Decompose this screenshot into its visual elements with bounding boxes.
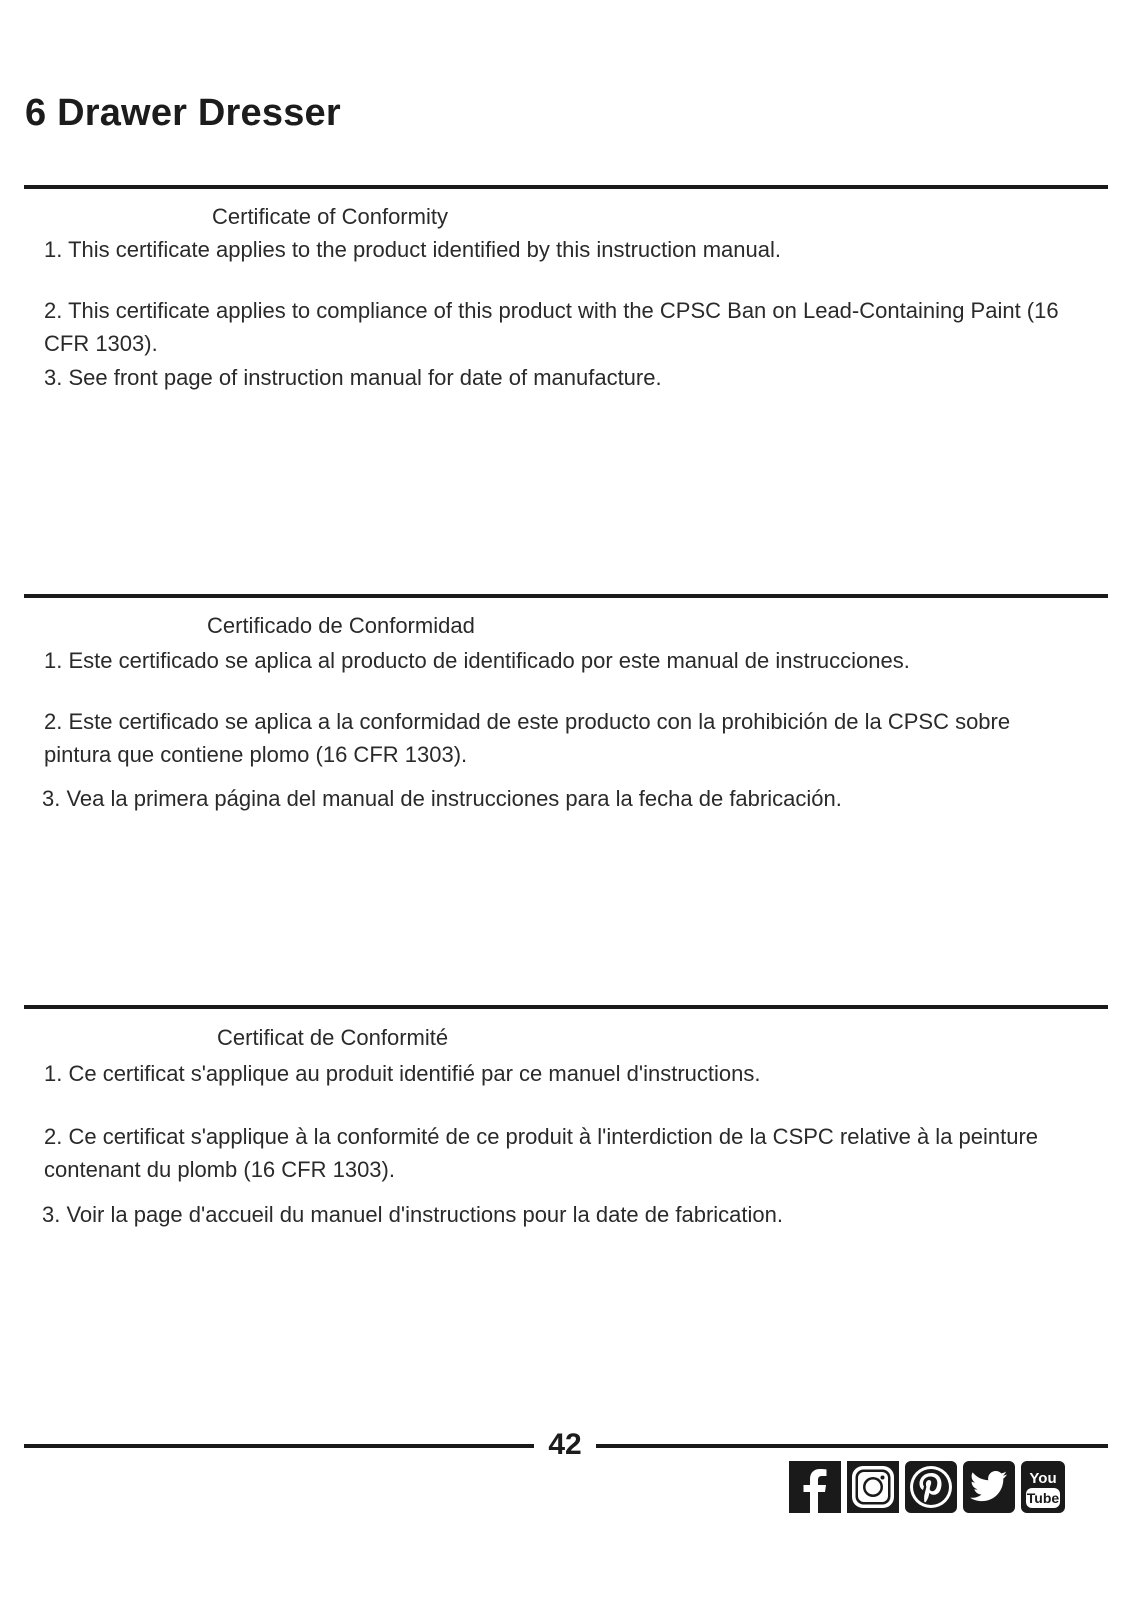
section-divider (24, 1005, 1108, 1009)
list-item: 3. Vea la primera página del manual de instrucciones para la fecha de fabricación. (42, 786, 842, 811)
youtube-icon[interactable] (1020, 1460, 1066, 1514)
page-title: 6 Drawer Dresser (25, 92, 341, 134)
section-divider (24, 594, 1108, 598)
page-number: 42 (548, 1428, 582, 1461)
section-divider (24, 185, 1108, 189)
youtube-label-top: You (1029, 1470, 1057, 1487)
list-item: 2. This certificate applies to compliance of this product with the CPSC Ban on Lead-Containing Paint (16 CFR 1303). (44, 298, 1059, 356)
list-item: 2. Ce certificat s'applique à la conformité de ce produit à l'interdiction de la CSPC relative à la peinture contenant du plomb (16 CFR 1303). (44, 1124, 1039, 1182)
section-heading: Certificado de Conformidad (207, 613, 475, 638)
list-item: 1. Este certificado se aplica al producto de identificado por este manual de instrucciones. (44, 648, 910, 673)
list-item: 3. Voir la page d'accueil du manuel d'instructions pour la date de fabrication. (42, 1202, 783, 1227)
instagram-icon[interactable] (846, 1460, 900, 1514)
facebook-icon[interactable] (788, 1460, 842, 1514)
section-heading: Certificat de Conformité (217, 1025, 449, 1050)
youtube-label-bottom: Tube (1026, 1490, 1060, 1506)
twitter-icon[interactable] (962, 1460, 1016, 1514)
list-item: 1. Ce certificat s'applique au produit identifié par ce manuel d'instructions. (44, 1061, 761, 1086)
list-item: 2. Este certificado se aplica a la conformidad de este producto con la prohibición de la CPSC sobre pintura que contiene plomo (16 CFR 1303). (44, 709, 1011, 767)
pinterest-icon[interactable] (904, 1460, 958, 1514)
list-item: 3. See front page of instruction manual for date of manufacture. (44, 365, 662, 390)
footer-rule-right (596, 1444, 1108, 1448)
list-item: 1. This certificate applies to the product identified by this instruction manual. (44, 237, 781, 262)
section-heading: Certificate of Conformity (212, 204, 448, 229)
footer-rule-left (24, 1444, 534, 1448)
